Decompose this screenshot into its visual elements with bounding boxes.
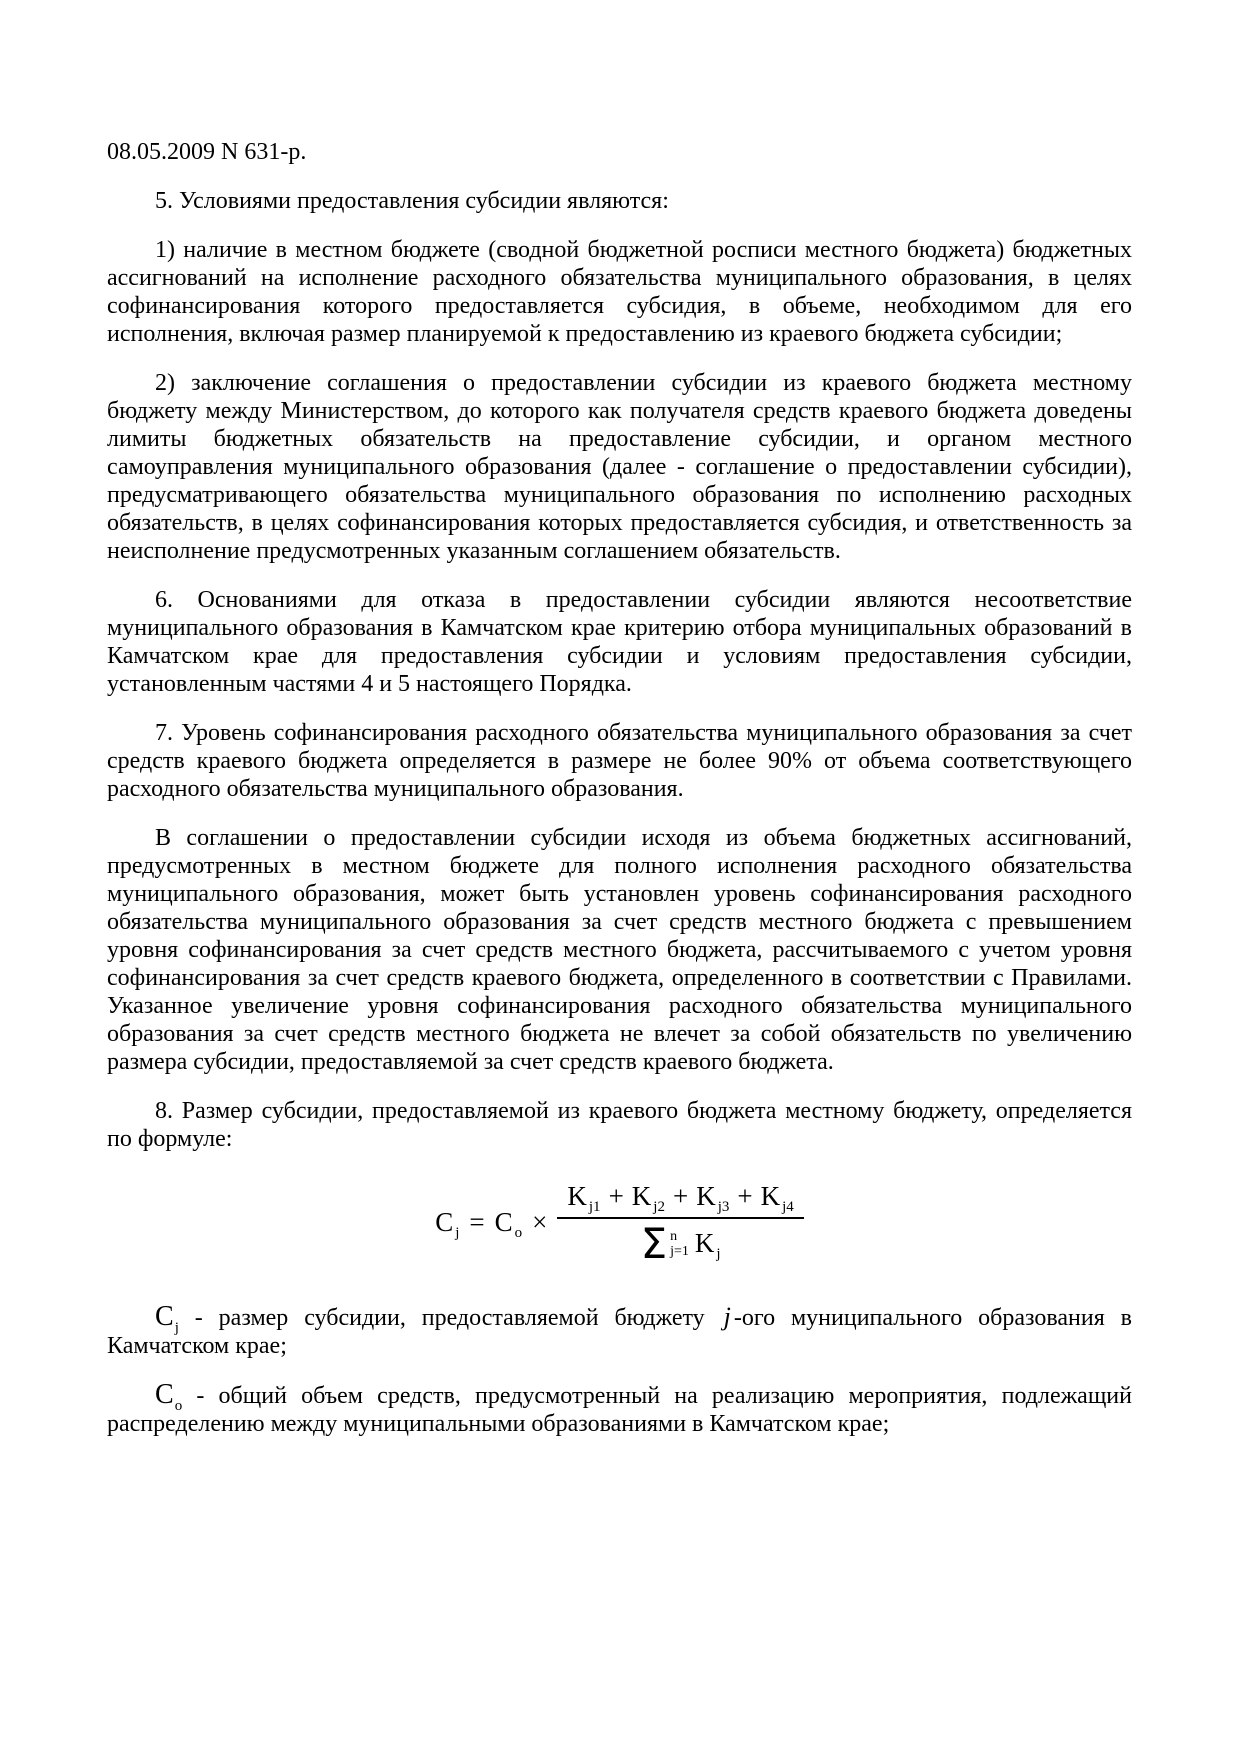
multiplication-sign: × bbox=[532, 1207, 548, 1238]
definition-cj bbox=[107, 1300, 1133, 1360]
formula-coefficient-co bbox=[494, 1207, 523, 1242]
variable-j: j bbox=[723, 1301, 731, 1331]
fraction bbox=[557, 1181, 803, 1268]
definition-cj-text: - размер субсидии, предоставляемой бюджету bbox=[178, 1304, 721, 1331]
definition-co-text: - общий объем средств, предусмотренный на реализацию мероприятия, подлежащий распределению между муниципальными образованиями в Камчатском крае; bbox=[107, 1382, 1132, 1437]
summation bbox=[640, 1219, 689, 1268]
numerator-term-1: K $_{j1}$ bbox=[567, 1181, 601, 1215]
summation-lower-limit: j=1 bbox=[670, 1243, 689, 1259]
para-subitem-1: 1) наличие в местном бюджете (сводной бюджетной росписи местного бюджета) бюджетных ассигнований на исполнение расходного обязательства муниципального образования, в целях софинансирования которого предоставляется субсидия, в объеме, необходимом для его исполнения, включая размер планируемой к предоставлению из краевого бюджета субсидии; bbox=[107, 237, 1132, 347]
summation-limits bbox=[670, 1229, 689, 1259]
numerator-term-3: K $_{j3}$ bbox=[696, 1181, 730, 1215]
formula-lhs-subscript: j bbox=[455, 1225, 460, 1242]
para-item-8: 8. Размер субсидии, предоставляемой из краевого бюджета местному бюджету, определяется по формуле: bbox=[107, 1098, 1132, 1152]
formula-coeff-subscript: o bbox=[514, 1225, 523, 1242]
definition-cj-text-tail: -ого муниципального образования в Камчатском крае; bbox=[107, 1304, 1133, 1359]
plus-sign: + bbox=[737, 1181, 753, 1211]
fraction-denominator bbox=[640, 1219, 721, 1268]
summation-upper-limit: n bbox=[670, 1228, 678, 1244]
symbol-co: $C_o$ bbox=[155, 1378, 183, 1414]
subsidy-formula bbox=[107, 1181, 1132, 1268]
para-item-5: 5. Условиями предоставления субсидии являются: bbox=[155, 188, 669, 214]
fraction-numerator bbox=[557, 1183, 803, 1219]
sigma-symbol: Σ bbox=[640, 1219, 668, 1268]
para-subitem-2: 2) заключение соглашения о предоставлении субсидии из краевого бюджета местному бюджету между Министерством, до которого как получателя средств краевого бюджета доведены лимиты бюджетных обязательств на предоставление субсидии, и органом местного самоуправления муниципального образования (далее - соглашение о предоставлении субсидии), предусматривающего обязательства муниципального образования по исполнению расходных обязательств, в целях софинансирования которых предоставляется субсидия, и ответственность за неисполнение предусмотренных указанным соглашением обязательств. bbox=[107, 370, 1132, 564]
definition-co bbox=[107, 1378, 1132, 1438]
para-item-7: 7. Уровень софинансирования расходного обязательства муниципального образования за счет средств краевого бюджета определяется в размере не более 90% от объема соответствующего расходного обязательства муниципального образования. bbox=[107, 720, 1132, 802]
para-item-6: 6. Основаниями для отказа в предоставлении субсидии являются несоответствие муниципального образования в Камчатском крае критерию отбора муниципальных образований в Камчатском крае для предоставления субсидии и условиям предоставления субсидии, установленным частями 4 и 5 настоящего Порядка. bbox=[107, 587, 1132, 697]
plus-sign: + bbox=[672, 1181, 689, 1211]
numerator-term-4: K $_{j4}$ bbox=[760, 1181, 794, 1215]
formula-lhs-cj bbox=[435, 1207, 460, 1242]
numerator-term-2: K $_{j2}$ bbox=[631, 1181, 665, 1215]
denominator-term: K $_j$ bbox=[694, 1228, 721, 1263]
formula-lhs-base: C bbox=[435, 1207, 454, 1238]
symbol-cj: $C_j$ bbox=[155, 1300, 179, 1336]
document-date-number: 08.05.2009 N 631-р. bbox=[107, 139, 307, 165]
plus-sign: + bbox=[608, 1181, 624, 1211]
para-cofinancing-note: В соглашении о предоставлении субсидии исходя из объема бюджетных ассигнований, предусмотренных в местном бюджете для полного исполнения расходного обязательства муниципального образования, может быть установлен уровень софинансирования расходного обязательства муниципального образования за счет средств местного бюджета с превышением уровня софинансирования за счет средств местного бюджета, рассчитываемого с учетом уровня софинансирования за счет средств краевого бюджета, определенного в соответствии с Правилами. Указанное увеличение уровня софинансирования расходного обязательства муниципального образования за счет средств местного бюджета не влечет за собой обязательств по увеличению размера субсидии, предоставляемой за счет средств краевого бюджета. bbox=[107, 825, 1132, 1075]
formula-coeff-base: C bbox=[494, 1207, 513, 1238]
equals-sign: = bbox=[469, 1207, 485, 1238]
